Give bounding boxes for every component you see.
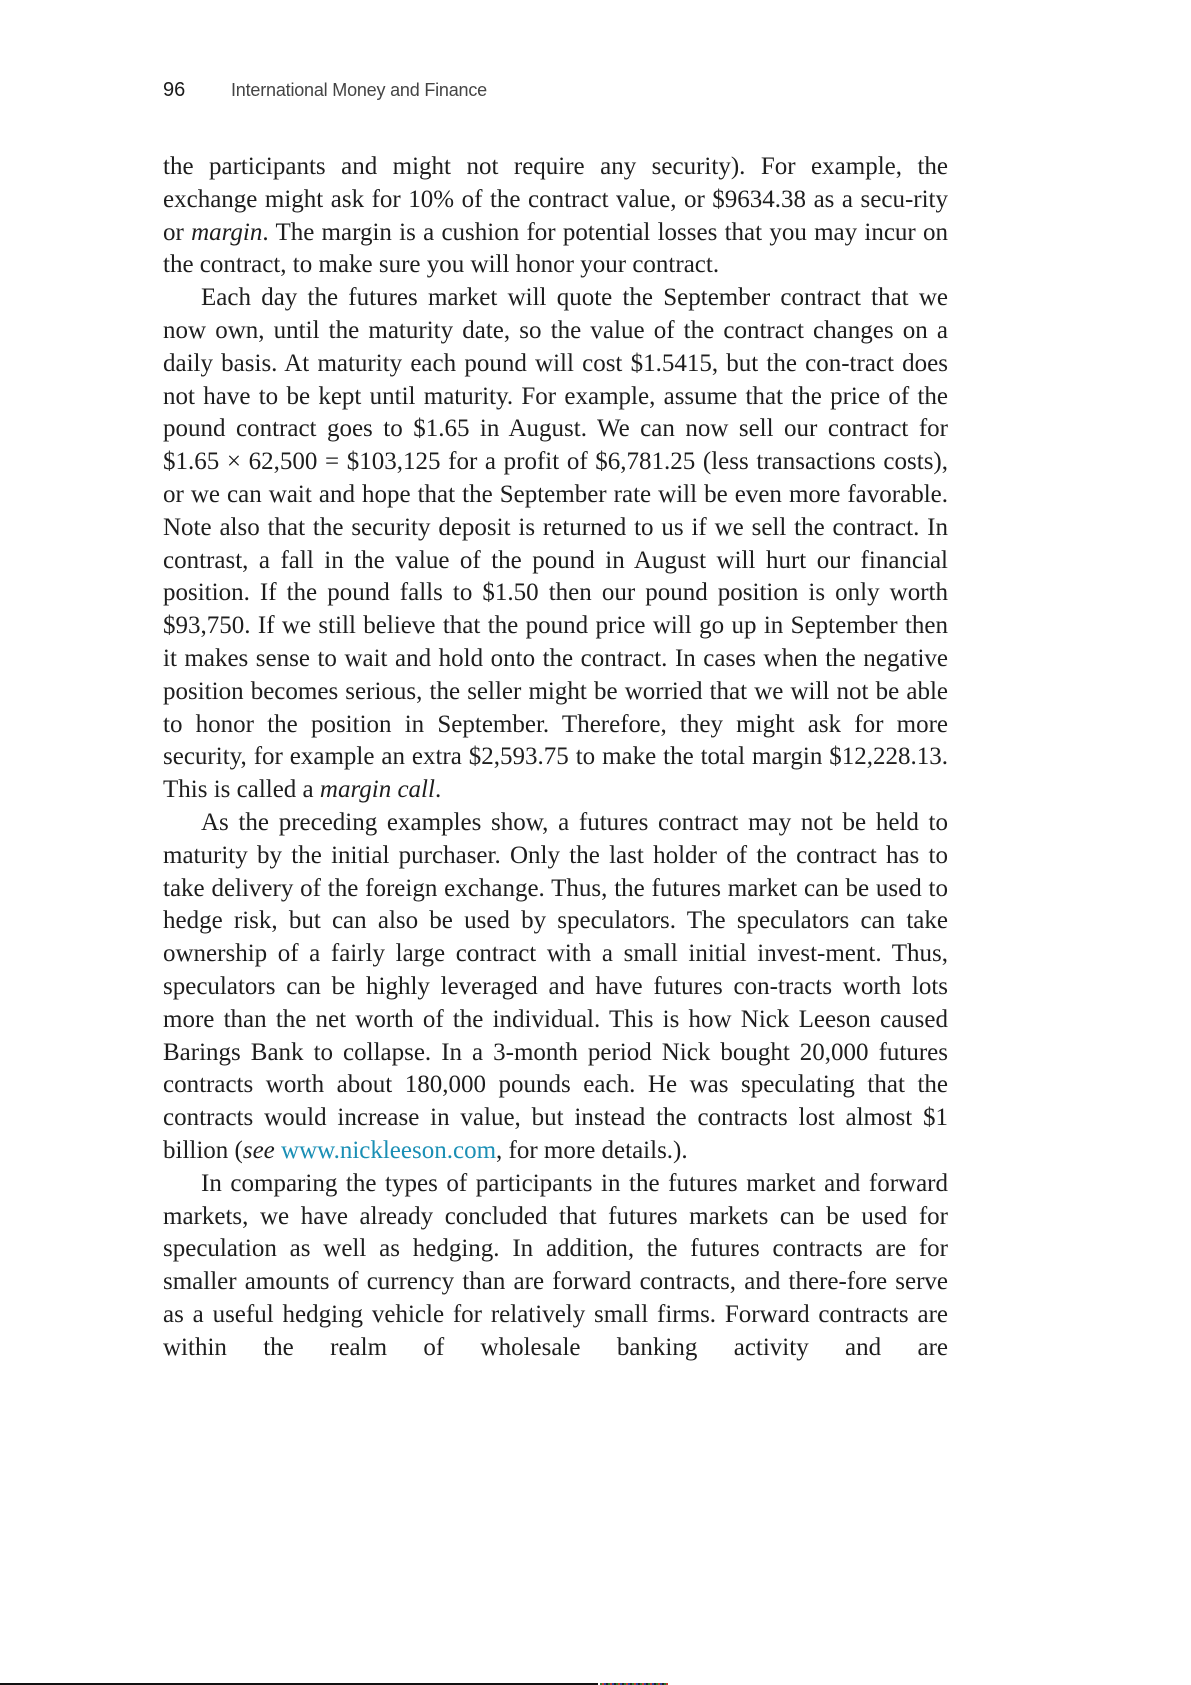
text-segment: the participants and might not require any security). For example, the exchange might ask for 10% of the contract value, or $9634.38 as a secu-rity or (163, 153, 948, 246)
italic-term-margin-call: margin call (319, 776, 435, 804)
body-text (163, 151, 948, 1364)
italic-see: see (242, 1136, 275, 1164)
paragraph-2 (163, 282, 948, 807)
paragraph-4 (163, 1168, 948, 1365)
italic-term-margin: margin (191, 218, 263, 246)
paragraph-1 (163, 151, 948, 282)
book-title: International Money and Finance (231, 79, 487, 100)
text-segment: , for more details.). (496, 1136, 688, 1164)
text-segment: . The margin is a cushion for potential losses that you may incur on the contract, to make sure you will honor your contract. (163, 218, 948, 279)
text-segment: As the preceding examples show, a futures contract may not be held to maturity by the initial purchaser. Only the last holder of the contract has to take delivery of the foreign exchange. Thus, the futures market can be used to hedge risk, but can also be used by speculators. The speculators can take ownership of a fairly large contract with a small initial invest-ment. Thus, speculators can be highly leveraged and have futures con-tracts worth lots more than the net worth of the individual. This is how Nick Leeson caused Barings Bank to collapse. In a 3-month period Nick bought 20,000 futures contracts worth about 180,000 pounds each. He was speculating that the contracts would increase in value, but instead the contracts lost almost $1 billion ( (163, 808, 948, 1164)
text-segment: In comparing the types of participants in the futures market and forward markets, we have already concluded that futures markets can be used for speculation as well as hedging. In addition, the futures contracts are for smaller amounts of currency than are forward contracts, and there-fore serve as a useful hedging vehicle for relatively small firms. Forward contracts are within the realm of wholesale banking activity and are (163, 1169, 948, 1361)
nickleeson-link[interactable]: www.nickleeson.com (281, 1136, 497, 1164)
running-head (163, 76, 487, 104)
paragraph-3 (163, 807, 948, 1168)
page-number: 96 (163, 78, 186, 101)
text-segment: . (434, 776, 442, 804)
text-segment: Each day the futures market will quote the September contract that we now own, until the maturity date, so the value of the contract changes on a daily basis. At maturity each pound will cost $1.5415, but the con-tract does not have to be kept until maturity. For example, assume that the price of the pound contract goes to $1.65 in August. We can now sell our contract for $1.65 × 62,500 = $103,125 for a profit of $6,781.25 (less transactions costs), or we can wait and hope that the September rate will be even more favorable. Note also that the security deposit is returned to us if we sell the contract. In contrast, a fall in the value of the pound in August will hurt our financial position. If the pound falls to $1.50 then our pound position is only worth $93,750. If we still believe that the pound price will go up in September then it makes sense to wait and hold onto the contract. In cases when the negative position becomes serious, the seller might be worried that we will not be able to honor the position in September. Therefore, they might ask for more security, for example an extra $2,593.75 to make the total margin $12,228.13. This is called a (163, 284, 948, 804)
